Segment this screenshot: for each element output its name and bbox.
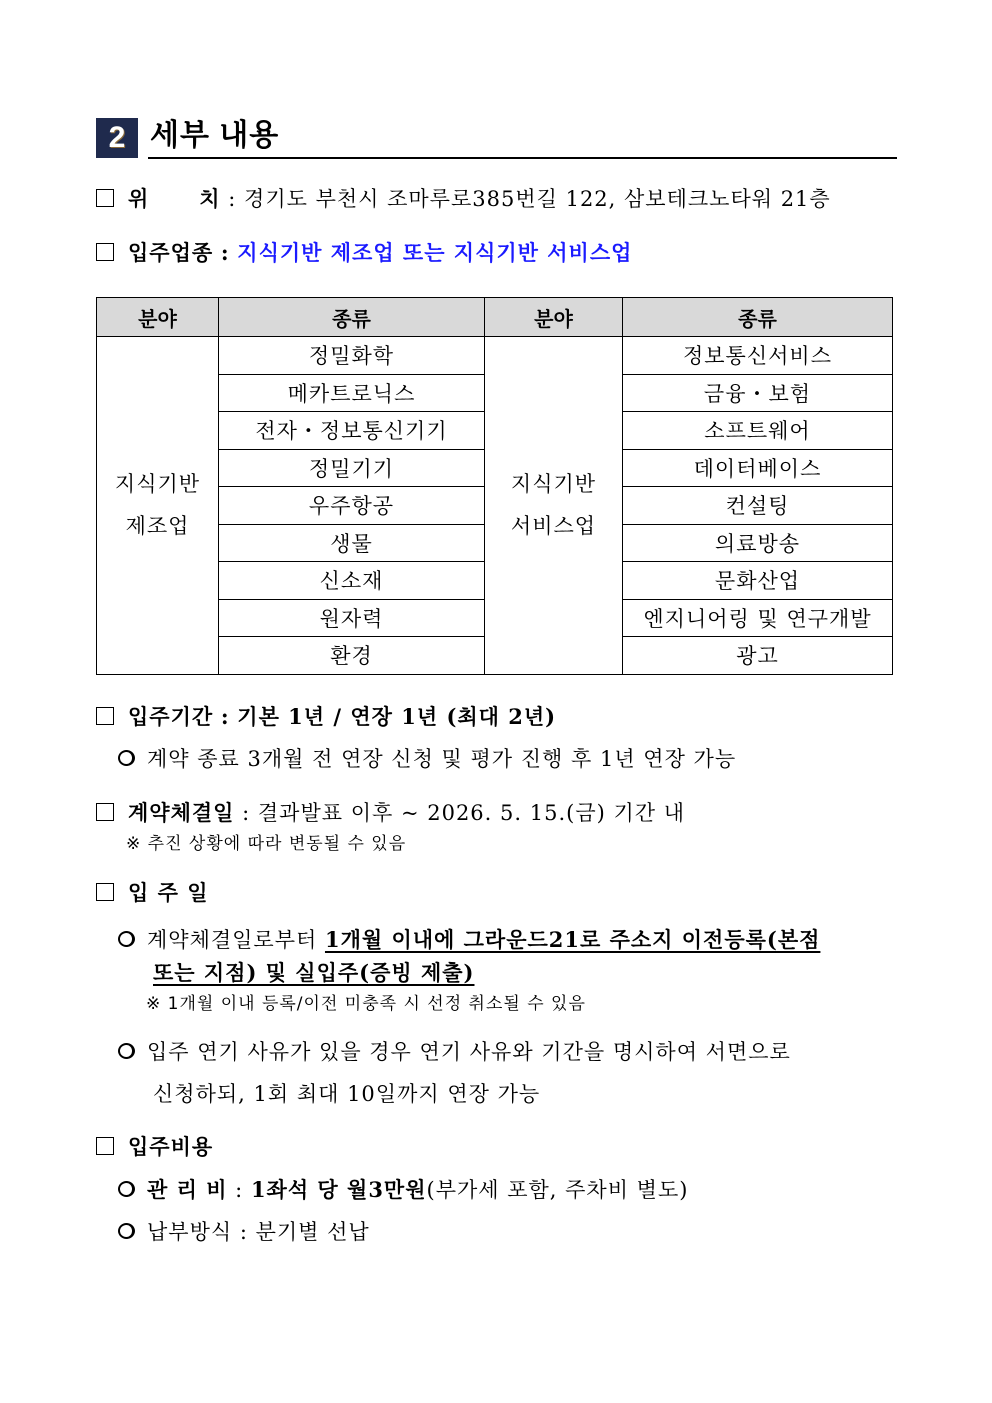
location-sep: :: [228, 187, 237, 211]
circle-bullet-icon: [118, 931, 135, 947]
table-cell: 생물: [219, 524, 485, 562]
table-cell: 소프트웨어: [623, 412, 893, 450]
section-number-badge: 2: [96, 118, 138, 158]
checkbox-square-icon: [96, 189, 114, 207]
table-cell: 컨설팅: [623, 487, 893, 525]
move-in-bullet-1-cont: [153, 958, 474, 988]
table-cell: 원자력: [219, 599, 485, 637]
fee-row: [118, 1175, 688, 1205]
move-in-bullet-2-line1: 입주 연기 사유가 있을 경우 연기 사유와 기간을 명시하여 서면으로: [147, 1040, 791, 1064]
move-in-bullet-2-line2: 신청하되, 1회 최대 10일까지 연장 가능: [153, 1082, 541, 1106]
cost-label: 입주비용: [128, 1134, 214, 1159]
table-cell: 문화산업: [623, 562, 893, 600]
checkbox-square-icon: [96, 243, 114, 261]
move-in-bullet-1-emphasis-line2: 또는 지점) 및 실입주(증빙 제출): [153, 960, 475, 985]
payment-label: 납부방식: [147, 1220, 233, 1244]
cost-row: [96, 1132, 213, 1162]
contract-row: [96, 798, 685, 828]
table-cell: 정보통신서비스: [623, 337, 893, 375]
fee-value-note: (부가세 포함, 주차비 별도): [426, 1178, 689, 1202]
location-row: [96, 184, 831, 214]
contract-sep: :: [242, 801, 251, 825]
table-cell: 정밀기기: [219, 449, 485, 487]
period-bullet: [118, 744, 736, 774]
circle-bullet-icon: [118, 1223, 135, 1239]
location-value: 경기도 부천시 조마루로385번길 122, 삼보테크노타워 21층: [244, 187, 831, 211]
table-cell: 정밀화학: [219, 337, 485, 375]
period-bullet-text: 계약 종료 3개월 전 연장 신청 및 평가 진행 후 1년 연장 가능: [147, 747, 737, 771]
category-service: 지식기반 서비스업: [485, 337, 623, 675]
section-title-rule: [148, 157, 897, 159]
checkbox-square-icon: [96, 707, 114, 725]
move-in-bullet-2: [118, 1037, 791, 1067]
payment-row: [118, 1217, 370, 1247]
contract-value: 결과발표 이후 ~ 2026. 5. 15.(금) 기간 내: [257, 801, 686, 825]
table-header-row: [97, 298, 893, 337]
industry-label: 입주업종: [128, 240, 214, 265]
table-cell: 환경: [219, 637, 485, 675]
location-label-b: 치: [199, 186, 221, 211]
checkbox-square-icon: [96, 883, 114, 901]
fee-value: 1좌석 당 월3만원: [250, 1177, 427, 1202]
table-cell: 우주항공: [219, 487, 485, 525]
header-type-left: 종류: [219, 298, 485, 337]
move-in-bullet-1-emphasis-line1: 1개월 이내에 그라운드21로 주소지 이전등록(본점: [324, 927, 821, 952]
contract-label: 계약체결일: [128, 800, 235, 825]
contract-note: ※ 추진 상황에 따라 변동될 수 있음: [126, 834, 407, 854]
period-sep: :: [220, 704, 230, 729]
fee-sep: :: [235, 1178, 244, 1202]
category-manufacturing: 지식기반 제조업: [97, 337, 219, 675]
table-cell: 엔지니어링 및 연구개발: [623, 599, 893, 637]
circle-bullet-icon: [118, 1181, 135, 1197]
table-cell: 전자・정보통신기기: [219, 412, 485, 450]
table-cell: 의료방송: [623, 524, 893, 562]
payment-value: 분기별 선납: [255, 1220, 370, 1244]
payment-sep: :: [239, 1220, 248, 1244]
header-field-right: 분야: [485, 298, 623, 337]
table-cell: 광고: [623, 637, 893, 675]
checkbox-square-icon: [96, 803, 114, 821]
industry-sep: :: [220, 240, 230, 265]
table-cell: 데이터베이스: [623, 449, 893, 487]
table-cell: 메카트로닉스: [219, 374, 485, 412]
move-in-note: ※ 1개월 이내 등록/이전 미충족 시 선정 취소될 수 있음: [146, 994, 586, 1014]
table-row: [97, 337, 893, 375]
table-cell: 금융・보험: [623, 374, 893, 412]
move-in-row: [96, 878, 208, 908]
fee-label: 관 리 비: [147, 1177, 228, 1202]
industry-row: [96, 238, 632, 268]
industry-table: [96, 297, 893, 675]
header-field-left: 분야: [97, 298, 219, 337]
period-label: 입주기간: [128, 704, 214, 729]
checkbox-square-icon: [96, 1137, 114, 1155]
circle-bullet-icon: [118, 750, 135, 766]
move-in-bullet-1: [118, 925, 820, 955]
section-title: 세부 내용: [150, 119, 280, 152]
move-in-bullet-1-prefix: 계약체결일로부터: [147, 928, 325, 952]
table-cell: 신소재: [219, 562, 485, 600]
header-type-right: 종류: [623, 298, 893, 337]
move-in-label: 입 주 일: [128, 880, 209, 905]
period-row: [96, 702, 556, 732]
period-value: 기본 1년 / 연장 1년 (최대 2년): [237, 704, 557, 729]
circle-bullet-icon: [118, 1043, 135, 1059]
location-label-a: 위: [128, 186, 150, 211]
industry-value: 지식기반 제조업 또는 지식기반 서비스업: [237, 240, 633, 265]
